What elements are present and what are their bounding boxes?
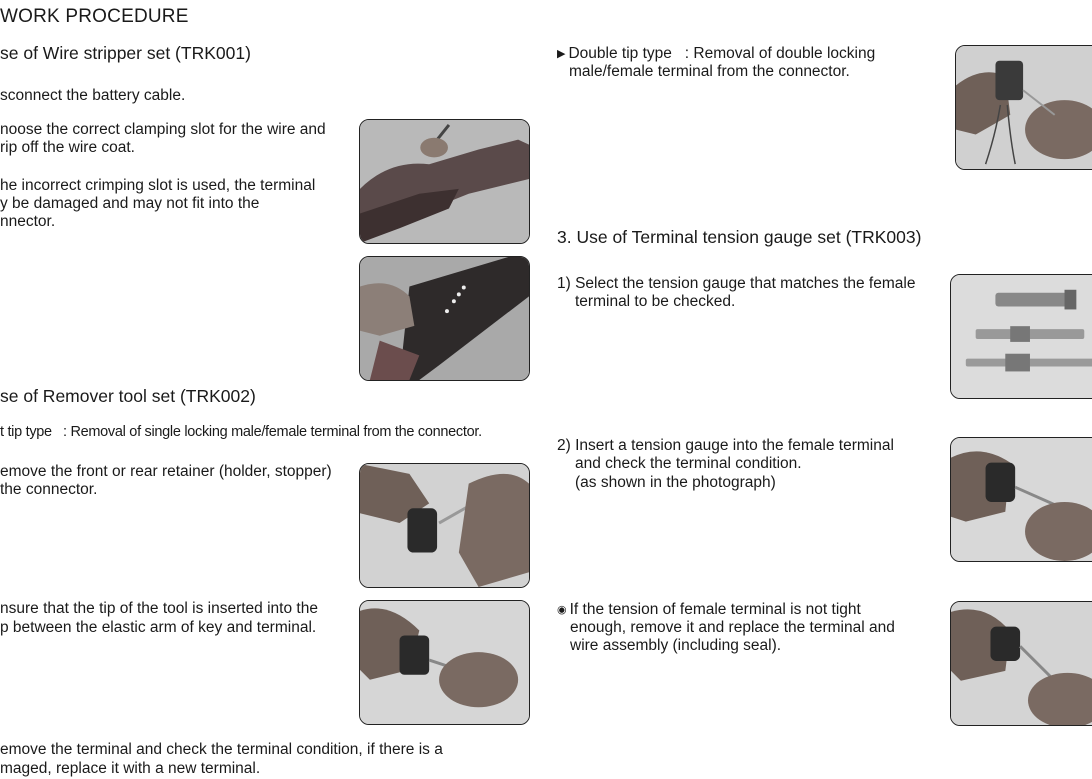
- step-disconnect-battery: sconnect the battery cable.: [0, 87, 186, 104]
- step-choose-slot-line2: rip off the wire coat.: [0, 139, 135, 156]
- single-tip-label: t tip type: [0, 424, 52, 440]
- photo-wire-stripper-clamping: [359, 119, 530, 244]
- photo-insert-tool-tip: [359, 600, 530, 725]
- double-tip-desc: : Removal of double locking: [684, 45, 876, 62]
- double-tip-type-line: [557, 45, 875, 64]
- step-choose-slot-line1: noose the correct clamping slot for the wire and: [0, 121, 326, 138]
- double-tip-desc-line2: male/female terminal from the connector.: [569, 63, 850, 80]
- page-title: WORK PROCEDURE: [0, 6, 189, 27]
- single-tip-desc: : Removal of single locking male/female terminal from the connector.: [63, 424, 482, 440]
- photo-check-terminal: [950, 601, 1092, 726]
- step-insert-gauge-line1: 2) Insert a tension gauge into the female terminal: [557, 437, 894, 454]
- section-title-tension-gauge: 3. Use of Terminal tension gauge set (TRK003): [557, 227, 922, 247]
- note-tension-line1: ◉ If the tension of female terminal is not tight: [557, 601, 861, 618]
- step-remove-retainer-line1: emove the front or rear retainer (holder, stopper): [0, 463, 332, 480]
- step-insert-gauge-line3: (as shown in the photograph): [575, 474, 776, 491]
- photo-wire-stripper-tool: [359, 256, 530, 381]
- note-tension-line3: wire assembly (including seal).: [570, 637, 782, 654]
- step-remove-terminal-line2: maged, replace it with a new terminal.: [0, 760, 261, 777]
- triangle-bullet-icon: ▶: [557, 48, 566, 60]
- step-remove-retainer-line2: the connector.: [0, 481, 98, 498]
- step-remove-terminal-line1: emove the terminal and check the terminal condition, if there is a: [0, 741, 443, 758]
- note-crimping-line1: he incorrect crimping slot is used, the terminal: [0, 177, 316, 194]
- single-tip-type-line: [0, 423, 482, 442]
- double-tip-label: Double tip type: [568, 45, 672, 62]
- photo-remove-retainer: [359, 463, 530, 588]
- note-crimping-line3: nnector.: [0, 213, 56, 230]
- step-select-gauge-line1: 1) Select the tension gauge that matches the female: [557, 275, 916, 292]
- photo-insert-tension-gauge: [950, 437, 1092, 562]
- step-insert-tip-line1: nsure that the tip of the tool is inserted into the: [0, 600, 318, 617]
- circle-bullet-icon: ◉: [557, 604, 567, 616]
- step-select-gauge-line2: terminal to be checked.: [575, 293, 736, 310]
- section-title-wire-stripper: se of Wire stripper set (TRK001): [0, 43, 251, 63]
- step-insert-tip-line2: p between the elastic arm of key and terminal.: [0, 619, 317, 636]
- note-tension-line2: enough, remove it and replace the terminal and: [570, 619, 895, 636]
- photo-tension-gauges: [950, 274, 1092, 399]
- section-title-remover-tool: se of Remover tool set (TRK002): [0, 386, 256, 406]
- photo-double-tip-removal: [955, 45, 1092, 170]
- step-insert-gauge-line2: and check the terminal condition.: [575, 455, 802, 472]
- note-crimping-line2: y be damaged and may not fit into the: [0, 195, 260, 212]
